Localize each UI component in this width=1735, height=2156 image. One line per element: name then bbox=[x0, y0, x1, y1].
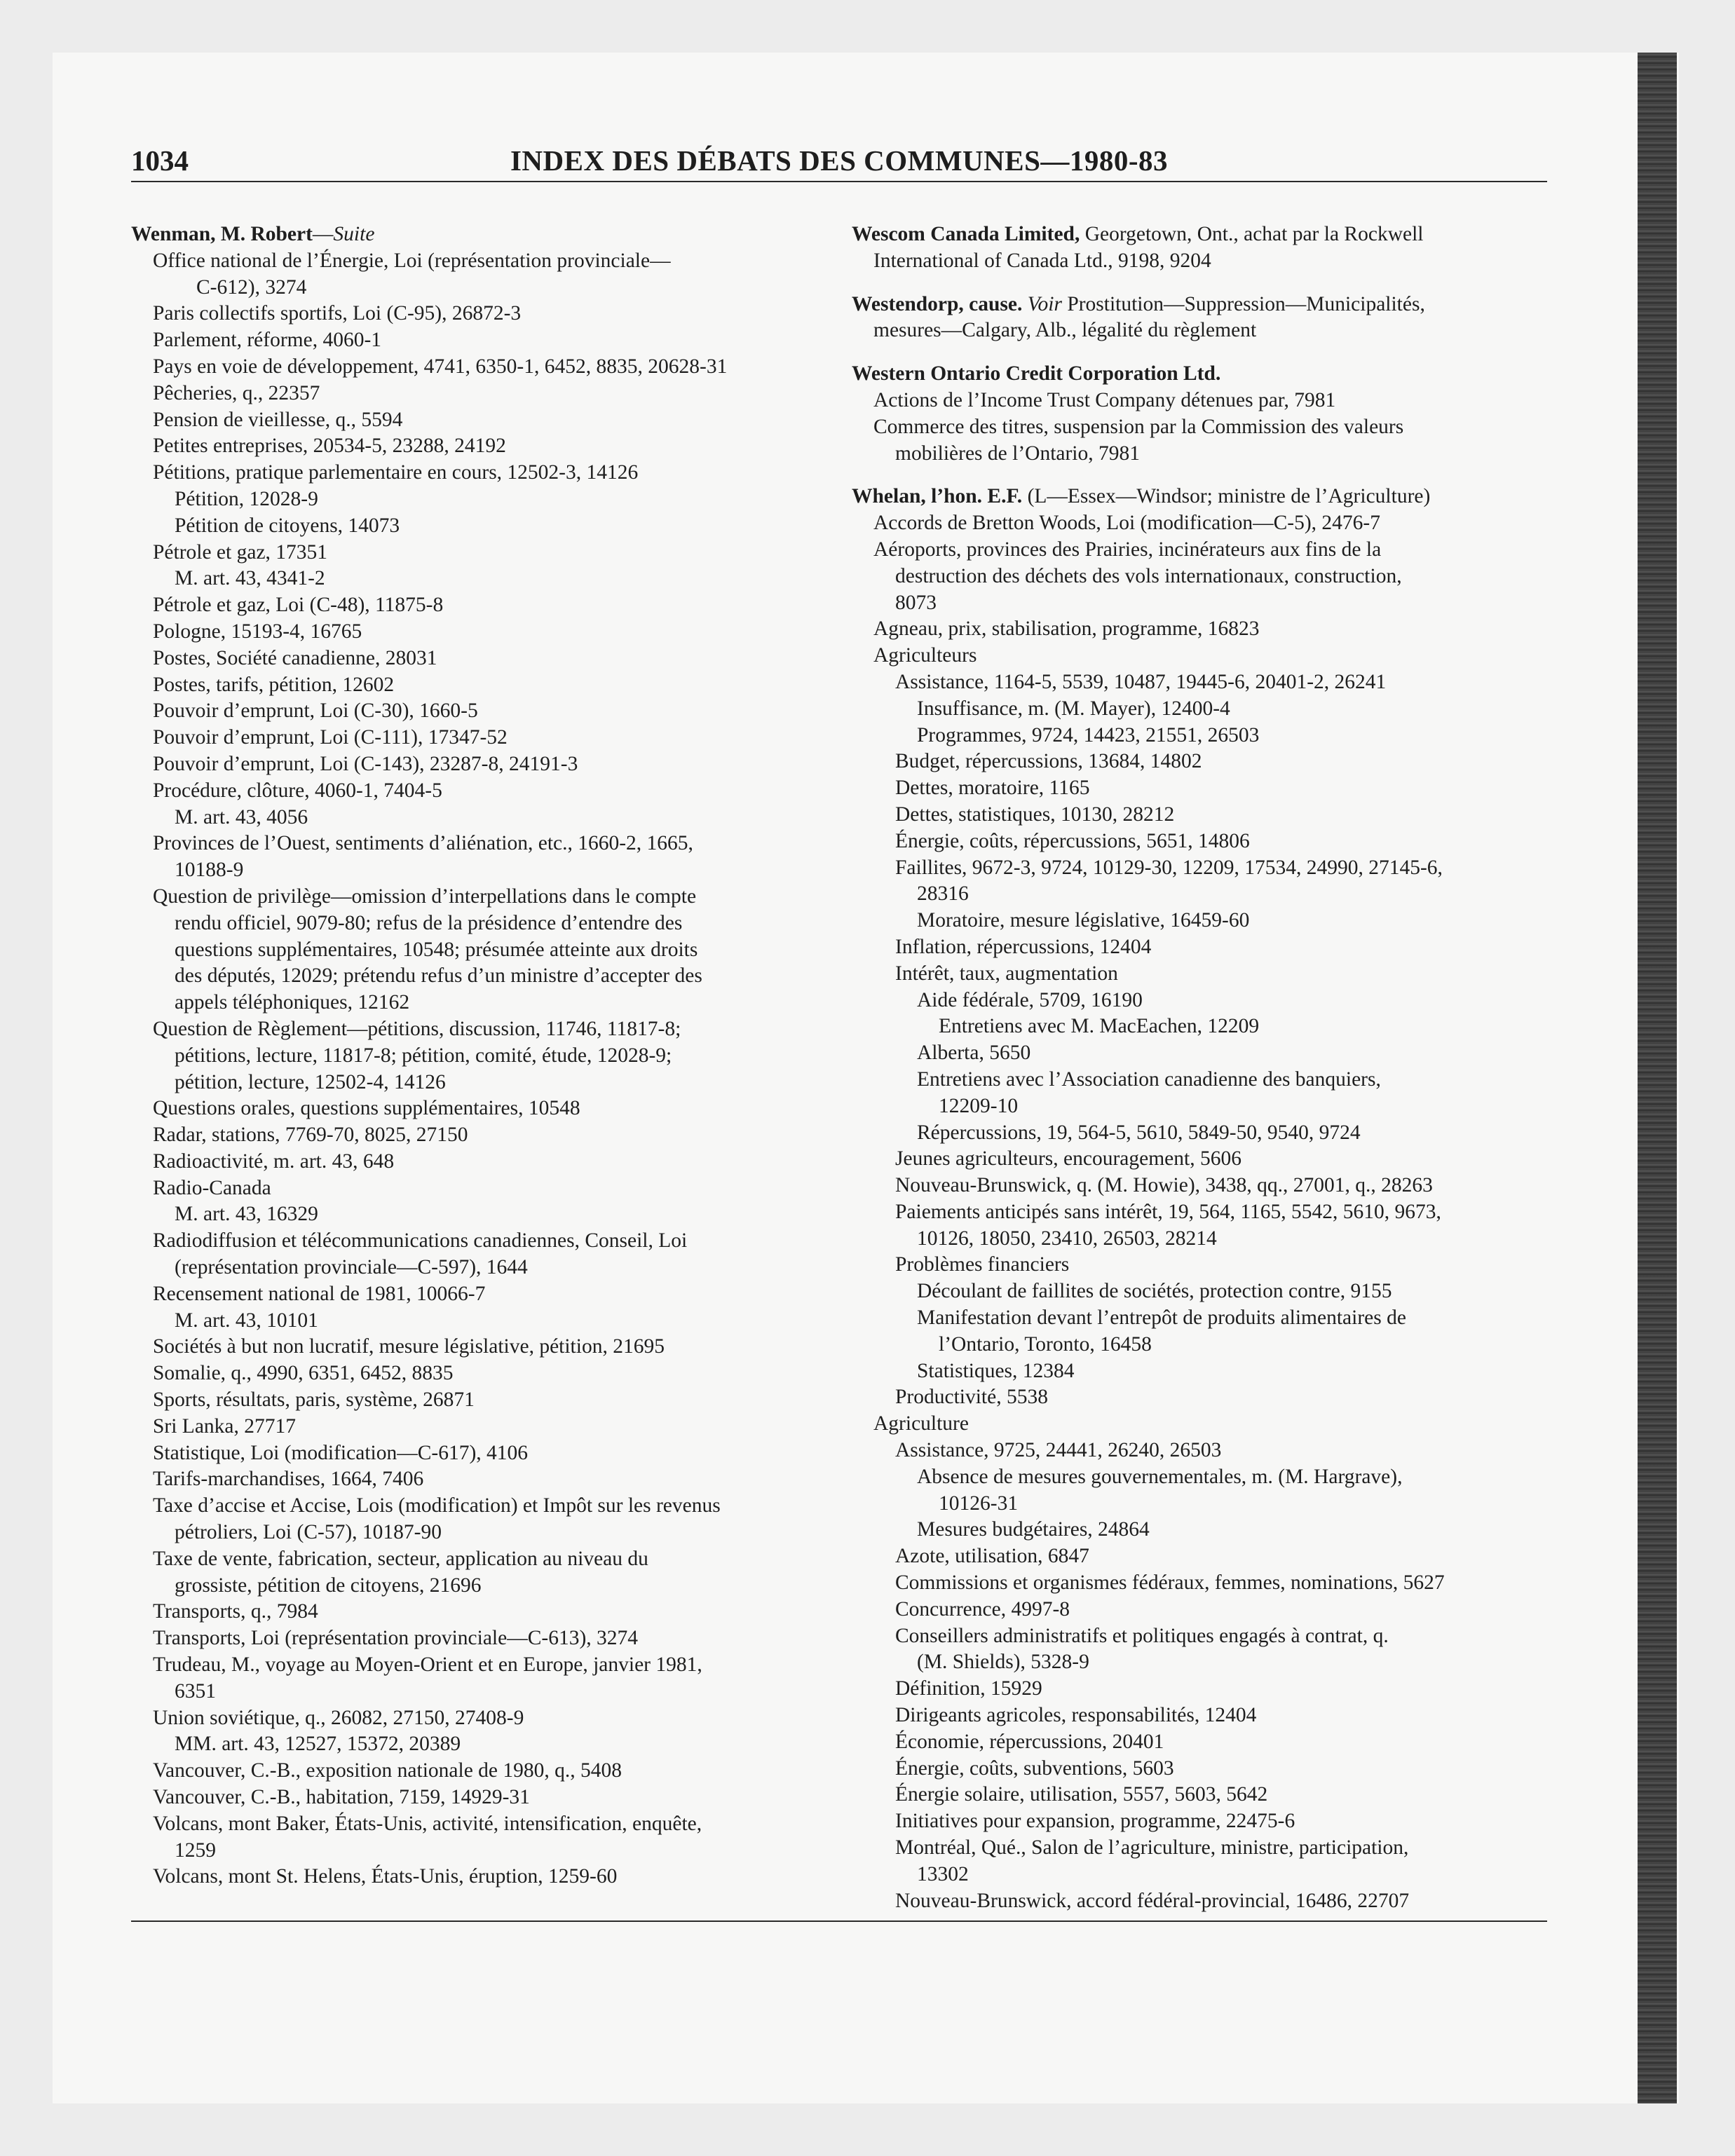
entry-text: Transports, Loi (représentation provinciale—C-613), 3274 bbox=[153, 1627, 639, 1650]
entry-text: Commissions et organismes fédéraux, femmes, nominations, 5627 bbox=[895, 1571, 1445, 1595]
entry-text: Actions de l’Income Trust Company détenues par, 7981 bbox=[873, 388, 1336, 411]
index-subentry bbox=[852, 1226, 1560, 1253]
index-subentry bbox=[131, 1149, 832, 1175]
entry-text: Pétition de citoyens, 14073 bbox=[175, 514, 400, 537]
entry-text: Questions orales, questions supplémentaires, 10548 bbox=[153, 1097, 580, 1120]
entry-text: pétition, lecture, 12502-4, 14126 bbox=[175, 1070, 446, 1093]
index-subentry bbox=[852, 1199, 1560, 1226]
entry-text: Statistique, Loi (modification—C-617), 4106 bbox=[153, 1441, 529, 1464]
index-subentry bbox=[852, 696, 1560, 723]
entry-emphasis: Voir bbox=[1022, 292, 1062, 315]
index-subentry bbox=[131, 540, 832, 566]
entry-text: Tarifs-marchandises, 1664, 7406 bbox=[153, 1468, 424, 1491]
entry-text: Absence de mesures gouvernementales, m. (M. Hargrave), bbox=[917, 1465, 1403, 1488]
index-subentry bbox=[131, 1201, 832, 1228]
entry-text: Inflation, répercussions, 12404 bbox=[895, 935, 1152, 958]
index-subentry bbox=[852, 1649, 1560, 1676]
footer-rule bbox=[131, 1920, 1547, 1922]
index-subentry bbox=[131, 1308, 832, 1335]
entry-heading: Western Ontario Credit Corporation Ltd. bbox=[852, 362, 1221, 386]
entry-text: Sociétés à but non lucratif, mesure législative, pétition, 21695 bbox=[153, 1335, 665, 1358]
index-subentry bbox=[131, 1599, 832, 1625]
index-subentry bbox=[131, 1731, 832, 1758]
index-subentry bbox=[852, 934, 1560, 961]
index-subentry bbox=[131, 1838, 832, 1864]
index-subentry bbox=[852, 1517, 1560, 1543]
index-subentry bbox=[852, 388, 1560, 414]
index-subentry bbox=[131, 1466, 832, 1493]
header-rule bbox=[131, 181, 1547, 182]
index-subentry bbox=[131, 248, 832, 275]
entry-text: Énergie solaire, utilisation, 5557, 5603, 5642 bbox=[895, 1783, 1268, 1806]
index-subentry bbox=[131, 513, 832, 540]
index-subentry bbox=[852, 1278, 1560, 1305]
entry-text: Pétrole et gaz, 17351 bbox=[153, 540, 328, 564]
entry-text: Entretiens avec l’Association canadienne des banquiers, bbox=[917, 1067, 1381, 1091]
entry-text: 12209-10 bbox=[939, 1094, 1019, 1117]
index-subentry bbox=[131, 884, 832, 910]
entry-text: Énergie, coûts, subventions, 5603 bbox=[895, 1756, 1174, 1780]
index-subentry bbox=[852, 441, 1560, 468]
index-subentry bbox=[131, 1440, 832, 1467]
entry-text: Dettes, moratoire, 1165 bbox=[895, 777, 1090, 800]
entry-text: Office national de l’Énergie, Loi (représentation provinciale— bbox=[153, 249, 671, 272]
entry-text: Statistiques, 12384 bbox=[917, 1359, 1075, 1382]
index-subentry bbox=[852, 988, 1560, 1014]
entry-text: Vancouver, C.-B., habitation, 7159, 14929-31 bbox=[153, 1786, 530, 1809]
entry-text: Pays en voie de développement, 4741, 6350-1, 6452, 8835, 20628-31 bbox=[153, 355, 728, 378]
entry-text: Sports, résultats, paris, système, 26871 bbox=[153, 1389, 475, 1412]
running-title: INDEX DES DÉBATS DES COMMUNES—1980-83 bbox=[510, 144, 1169, 177]
entry-text: Somalie, q., 4990, 6351, 6452, 8835 bbox=[153, 1362, 454, 1385]
index-subentry bbox=[131, 354, 832, 381]
entry-text: Manifestation devant l’entrepôt de produits alimentaires de bbox=[917, 1306, 1406, 1330]
index-subentry bbox=[852, 1384, 1560, 1411]
entry-text: Accords de Bretton Woods, Loi (modification—C-5), 2476-7 bbox=[873, 512, 1380, 535]
entry-text: M. art. 43, 16329 bbox=[175, 1203, 318, 1226]
entry-text: Conseillers administratifs et politiques engagés à contrat, q. bbox=[895, 1624, 1389, 1647]
index-subentry bbox=[852, 961, 1560, 988]
entry-text: Pouvoir d’emprunt, Loi (C-111), 17347-52 bbox=[153, 726, 508, 749]
entry-text: Pétrole et gaz, Loi (C-48), 11875-8 bbox=[153, 594, 444, 617]
index-subentry bbox=[852, 1305, 1560, 1332]
index-subentry bbox=[852, 855, 1560, 882]
index-subentry bbox=[852, 908, 1560, 934]
entry-text: Dettes, statistiques, 10130, 28212 bbox=[895, 803, 1175, 826]
index-subentry bbox=[131, 1096, 832, 1122]
index-subentry bbox=[131, 301, 832, 327]
index-subentry bbox=[131, 698, 832, 725]
index-subentry bbox=[852, 1120, 1560, 1147]
index-subentry bbox=[131, 751, 832, 778]
index-subentry bbox=[131, 381, 832, 407]
entry-text: Dirigeants agricoles, responsabilités, 12404 bbox=[895, 1704, 1257, 1727]
index-subentry bbox=[131, 910, 832, 937]
entry-text: (M. Shields), 5328-9 bbox=[917, 1651, 1089, 1674]
index-subentry bbox=[131, 857, 832, 884]
entry-text: Entretiens avec M. MacEachen, 12209 bbox=[939, 1015, 1260, 1038]
entry-text: C-612), 3274 bbox=[196, 275, 307, 299]
index-subentry bbox=[131, 1122, 832, 1149]
entry-text: Nouveau-Brunswick, accord fédéral-provincial, 16486, 22707 bbox=[895, 1889, 1410, 1912]
entry-text: pétitions, lecture, 11817-8; pétition, comité, étude, 12028-9; bbox=[175, 1044, 672, 1067]
index-subentry bbox=[131, 725, 832, 751]
entry-heading: Whelan, l’hon. E.F. bbox=[852, 485, 1023, 508]
entry-text: Intérêt, taux, augmentation bbox=[895, 962, 1118, 985]
entry-text: Budget, répercussions, 13684, 14802 bbox=[895, 750, 1202, 773]
index-subentry bbox=[852, 564, 1560, 590]
entry-text: Montréal, Qué., Salon de l’agriculture, ministre, participation, bbox=[895, 1836, 1409, 1860]
entry-text: Petites entreprises, 20534-5, 23288, 24192 bbox=[153, 435, 506, 458]
entry-text: Moratoire, mesure législative, 16459-60 bbox=[917, 909, 1250, 932]
index-subentry bbox=[131, 1758, 832, 1785]
entry-text: Prostitution—Suppression—Municipalités, bbox=[1061, 292, 1425, 315]
entry-text: 8073 bbox=[895, 591, 937, 614]
entry-text: Aéroports, provinces des Prairies, incinérateurs aux fins de la bbox=[873, 538, 1382, 561]
index-subentry bbox=[852, 1729, 1560, 1756]
entry-text: Union soviétique, q., 26082, 27150, 27408-9 bbox=[153, 1706, 524, 1729]
entry-text: M. art. 43, 4056 bbox=[175, 805, 308, 828]
index-subentry bbox=[131, 592, 832, 619]
index-subentry bbox=[852, 248, 1560, 275]
entry-text: Répercussions, 19, 564-5, 5610, 5849-50, 9540, 9724 bbox=[917, 1121, 1361, 1144]
index-subentry bbox=[131, 1043, 832, 1070]
index-column-right bbox=[852, 221, 1560, 1914]
index-subentry bbox=[131, 275, 832, 301]
entry-heading: Wescom Canada Limited, bbox=[852, 223, 1080, 245]
index-subentry bbox=[131, 672, 832, 699]
index-subentry bbox=[852, 828, 1560, 855]
index-main-entry bbox=[852, 361, 1560, 388]
index-subentry bbox=[131, 1785, 832, 1811]
index-subentry bbox=[131, 831, 832, 857]
scan-edge-shadow bbox=[1638, 53, 1677, 2103]
index-subentry bbox=[852, 1597, 1560, 1623]
index-subentry bbox=[131, 1175, 832, 1202]
entry-text: Pouvoir d’emprunt, Loi (C-143), 23287-8, 24191-3 bbox=[153, 752, 578, 775]
index-subentry bbox=[131, 1228, 832, 1255]
entry-text: Faillites, 9672-3, 9724, 10129-30, 12209, 17534, 24990, 27145-6, bbox=[895, 856, 1443, 879]
entry-text: 13302 bbox=[917, 1862, 969, 1885]
entry-text: Agriculture bbox=[873, 1412, 969, 1435]
index-subentry bbox=[131, 433, 832, 460]
entry-text: Radiodiffusion et télécommunications canadiennes, Conseil, Loi bbox=[153, 1229, 688, 1253]
index-subentry bbox=[852, 1252, 1560, 1278]
index-subentry bbox=[131, 1016, 832, 1043]
entry-text: Énergie, coûts, répercussions, 5651, 14806 bbox=[895, 829, 1250, 852]
index-subentry bbox=[852, 1676, 1560, 1703]
entry-text: Nouveau-Brunswick, q. (M. Howie), 3438, qq., 27001, q., 28263 bbox=[895, 1174, 1433, 1197]
entry-text: Paiements anticipés sans intérêt, 19, 564, 1165, 5542, 5610, 9673, bbox=[895, 1200, 1441, 1223]
entry-text: Azote, utilisation, 6847 bbox=[895, 1545, 1089, 1568]
entry-text: Transports, q., 7984 bbox=[153, 1600, 318, 1623]
entry-text: (L—Essex—Windsor; ministre de l’Agriculture) bbox=[1022, 485, 1431, 508]
entry-text: Agriculteurs bbox=[873, 644, 977, 667]
entry-text: grossiste, pétition de citoyens, 21696 bbox=[175, 1574, 482, 1597]
index-subentry bbox=[131, 1573, 832, 1599]
page-number: 1034 bbox=[131, 144, 189, 177]
index-subentry bbox=[131, 327, 832, 354]
entry-text: Pension de vieillesse, q., 5594 bbox=[153, 408, 403, 431]
entry-text: MM. art. 43, 12527, 15372, 20389 bbox=[175, 1733, 461, 1756]
entry-separator: — bbox=[312, 223, 334, 245]
index-subentry bbox=[852, 1358, 1560, 1385]
index-subentry bbox=[131, 1520, 832, 1546]
entry-text: mobilières de l’Ontario, 7981 bbox=[895, 442, 1141, 465]
index-subentry bbox=[852, 1173, 1560, 1199]
index-subentry bbox=[852, 1040, 1560, 1067]
index-subentry bbox=[852, 1782, 1560, 1808]
entry-text: Taxe d’accise et Accise, Lois (modification) et Impôt sur les revenus bbox=[153, 1494, 721, 1517]
entry-text: Assistance, 1164-5, 5539, 10487, 19445-6, 20401-2, 26241 bbox=[895, 670, 1387, 693]
entry-text: Question de privilège—omission d’interpellations dans le compte bbox=[153, 885, 697, 908]
index-subentry bbox=[852, 1093, 1560, 1120]
index-subentry bbox=[131, 778, 832, 805]
entry-text: l’Ontario, Toronto, 16458 bbox=[939, 1332, 1152, 1356]
index-subentry bbox=[131, 407, 832, 434]
entry-text: Pologne, 15193-4, 16765 bbox=[153, 620, 362, 643]
entry-text: Postes, Société canadienne, 28031 bbox=[153, 646, 437, 669]
index-subentry bbox=[852, 723, 1560, 749]
entry-text: Vancouver, C.-B., exposition nationale de 1980, q., 5408 bbox=[153, 1759, 622, 1782]
entry-text: pétroliers, Loi (C-57), 10187-90 bbox=[175, 1521, 442, 1544]
entry-text: 10126-31 bbox=[939, 1492, 1019, 1515]
index-subentry bbox=[852, 414, 1560, 441]
index-main-entry bbox=[852, 484, 1560, 510]
index-subentry bbox=[852, 1623, 1560, 1650]
entry-text: Pouvoir d’emprunt, Loi (C-30), 1660-5 bbox=[153, 700, 478, 723]
entry-text: Georgetown, Ont., achat par la Rockwell bbox=[1080, 223, 1424, 245]
index-subentry bbox=[852, 510, 1560, 537]
index-subentry bbox=[852, 1464, 1560, 1491]
entry-text: Concurrence, 4997-8 bbox=[895, 1597, 1070, 1621]
index-subentry bbox=[852, 1332, 1560, 1358]
index-subentry bbox=[852, 643, 1560, 669]
index-subentry bbox=[852, 669, 1560, 696]
index-subentry bbox=[852, 1146, 1560, 1173]
index-subentry bbox=[131, 990, 832, 1016]
entry-text: Découlant de faillites de sociétés, protection contre, 9155 bbox=[917, 1280, 1392, 1303]
entry-text: Agneau, prix, stabilisation, programme, 16823 bbox=[873, 618, 1260, 641]
index-subentry bbox=[131, 619, 832, 646]
entry-text: questions supplémentaires, 10548; présumée atteinte aux droits bbox=[175, 938, 698, 961]
entry-text: Programmes, 9724, 14423, 21551, 26503 bbox=[917, 723, 1260, 746]
entry-text: Volcans, mont Baker, États-Unis, activité, intensification, enquête, bbox=[153, 1812, 702, 1835]
index-subentry bbox=[131, 1070, 832, 1096]
index-subentry bbox=[131, 1334, 832, 1360]
index-subentry bbox=[852, 749, 1560, 775]
entry-text: 6351 bbox=[175, 1679, 216, 1703]
entry-text: Mesures budgétaires, 24864 bbox=[917, 1518, 1150, 1541]
entry-text: Pêcheries, q., 22357 bbox=[153, 381, 320, 404]
entry-text: Paris collectifs sportifs, Loi (C-95), 26872-3 bbox=[153, 302, 522, 325]
index-subentry bbox=[852, 1411, 1560, 1438]
index-subentry bbox=[131, 566, 832, 592]
entry-text: Taxe de vente, fabrication, secteur, application au niveau du bbox=[153, 1547, 648, 1570]
entry-text: des députés, 12029; prétendu refus d’un ministre d’accepter des bbox=[175, 964, 702, 988]
entry-text: Radar, stations, 7769-70, 8025, 27150 bbox=[153, 1124, 468, 1147]
index-subentry bbox=[131, 486, 832, 513]
entry-text: Productivité, 5538 bbox=[895, 1386, 1048, 1409]
index-subentry bbox=[131, 1652, 832, 1679]
index-subentry bbox=[131, 646, 832, 672]
index-main-entry bbox=[131, 221, 832, 248]
entry-text: Économie, répercussions, 20401 bbox=[895, 1730, 1164, 1753]
index-column-left bbox=[131, 221, 832, 1890]
entry-text: Postes, tarifs, pétition, 12602 bbox=[153, 673, 395, 696]
index-subentry bbox=[131, 1864, 832, 1890]
entry-text: Commerce des titres, suspension par la Commission des valeurs bbox=[873, 415, 1404, 438]
index-subentry bbox=[852, 775, 1560, 802]
index-subentry bbox=[131, 1387, 832, 1414]
index-subentry bbox=[131, 1811, 832, 1838]
entry-text: Insuffisance, m. (M. Mayer), 12400-4 bbox=[917, 697, 1230, 720]
entry-text: mesures—Calgary, Alb., légalité du règlement bbox=[873, 319, 1257, 342]
index-subentry bbox=[852, 1862, 1560, 1888]
index-subentry bbox=[852, 1756, 1560, 1782]
entry-text: appels téléphoniques, 12162 bbox=[175, 991, 410, 1014]
index-subentry bbox=[852, 616, 1560, 643]
entry-text: Jeunes agriculteurs, encouragement, 5606 bbox=[895, 1147, 1241, 1171]
index-subentry bbox=[131, 1625, 832, 1652]
entry-text: International of Canada Ltd., 9198, 9204 bbox=[873, 249, 1211, 272]
index-subentry bbox=[131, 937, 832, 964]
entry-text: 1259 bbox=[175, 1838, 216, 1862]
index-subentry bbox=[131, 1493, 832, 1520]
index-subentry bbox=[852, 590, 1560, 617]
index-subentry bbox=[131, 805, 832, 831]
index-subentry bbox=[852, 1543, 1560, 1570]
index-main-entry bbox=[852, 292, 1560, 318]
entry-text: Aide fédérale, 5709, 16190 bbox=[917, 988, 1143, 1011]
running-head bbox=[131, 144, 1547, 186]
entry-text: Procédure, clôture, 4060-1, 7404-5 bbox=[153, 779, 442, 802]
index-subentry bbox=[131, 1679, 832, 1705]
index-subentry bbox=[131, 1414, 832, 1440]
entry-text: Question de Règlement—pétitions, discussion, 11746, 11817-8; bbox=[153, 1017, 681, 1040]
index-subentry bbox=[852, 1491, 1560, 1517]
index-subentry bbox=[852, 802, 1560, 828]
index-main-entry bbox=[852, 221, 1560, 248]
index-subentry bbox=[852, 318, 1560, 344]
entry-text: M. art. 43, 4341-2 bbox=[175, 567, 325, 590]
index-subentry bbox=[852, 1835, 1560, 1862]
entry-text: 10188-9 bbox=[175, 859, 244, 882]
index-subentry bbox=[852, 1438, 1560, 1464]
entry-text: Provinces de l’Ouest, sentiments d’aliénation, etc., 1660-2, 1665, bbox=[153, 832, 693, 855]
index-subentry bbox=[131, 1255, 832, 1281]
entry-text: M. art. 43, 10101 bbox=[175, 1309, 318, 1332]
index-subentry bbox=[131, 1705, 832, 1732]
index-subentry bbox=[852, 881, 1560, 908]
entry-heading: Westendorp, cause. bbox=[852, 292, 1023, 315]
entry-text: Pétitions, pratique parlementaire en cours, 12502-3, 14126 bbox=[153, 461, 639, 484]
entry-text: Recensement national de 1981, 10066-7 bbox=[153, 1282, 486, 1305]
index-subentry bbox=[131, 460, 832, 486]
entry-text: Alberta, 5650 bbox=[917, 1042, 1031, 1065]
entry-text: rendu officiel, 9079-80; refus de la présidence d’entendre des bbox=[175, 911, 683, 934]
entry-emphasis: Suite bbox=[333, 223, 375, 245]
entry-text: 10126, 18050, 23410, 26503, 28214 bbox=[917, 1227, 1217, 1250]
index-subentry bbox=[852, 1014, 1560, 1040]
entry-text: Trudeau, M., voyage au Moyen-Orient et en Europe, janvier 1981, bbox=[153, 1653, 702, 1677]
entry-text: 28316 bbox=[917, 882, 969, 906]
index-subentry bbox=[131, 1546, 832, 1573]
entry-text: Initiatives pour expansion, programme, 22475-6 bbox=[895, 1810, 1295, 1833]
index-subentry bbox=[852, 537, 1560, 564]
index-subentry bbox=[131, 1360, 832, 1387]
entry-heading: Wenman, M. Robert bbox=[131, 223, 313, 245]
index-subentry bbox=[852, 1888, 1560, 1915]
entry-text: destruction des déchets des vols internationaux, construction, bbox=[895, 564, 1402, 587]
index-subentry bbox=[852, 1570, 1560, 1597]
entry-text: Problèmes financiers bbox=[895, 1253, 1070, 1276]
index-subentry bbox=[852, 1703, 1560, 1729]
entry-text: Volcans, mont St. Helens, États-Unis, éruption, 1259-60 bbox=[153, 1865, 618, 1888]
entry-text: Radioactivité, m. art. 43, 648 bbox=[153, 1149, 395, 1173]
index-subentry bbox=[131, 963, 832, 990]
entry-text: Parlement, réforme, 4060-1 bbox=[153, 329, 382, 352]
entry-text: Assistance, 9725, 24441, 26240, 26503 bbox=[895, 1439, 1222, 1462]
entry-text: Pétition, 12028-9 bbox=[175, 487, 318, 510]
entry-text: Sri Lanka, 27717 bbox=[153, 1414, 297, 1438]
index-subentry bbox=[852, 1067, 1560, 1093]
entry-text: Radio-Canada bbox=[153, 1176, 271, 1199]
entry-text: (représentation provinciale—C-597), 1644 bbox=[175, 1256, 528, 1279]
index-subentry bbox=[852, 1808, 1560, 1835]
entry-text: Définition, 15929 bbox=[895, 1677, 1042, 1700]
index-subentry bbox=[131, 1281, 832, 1308]
